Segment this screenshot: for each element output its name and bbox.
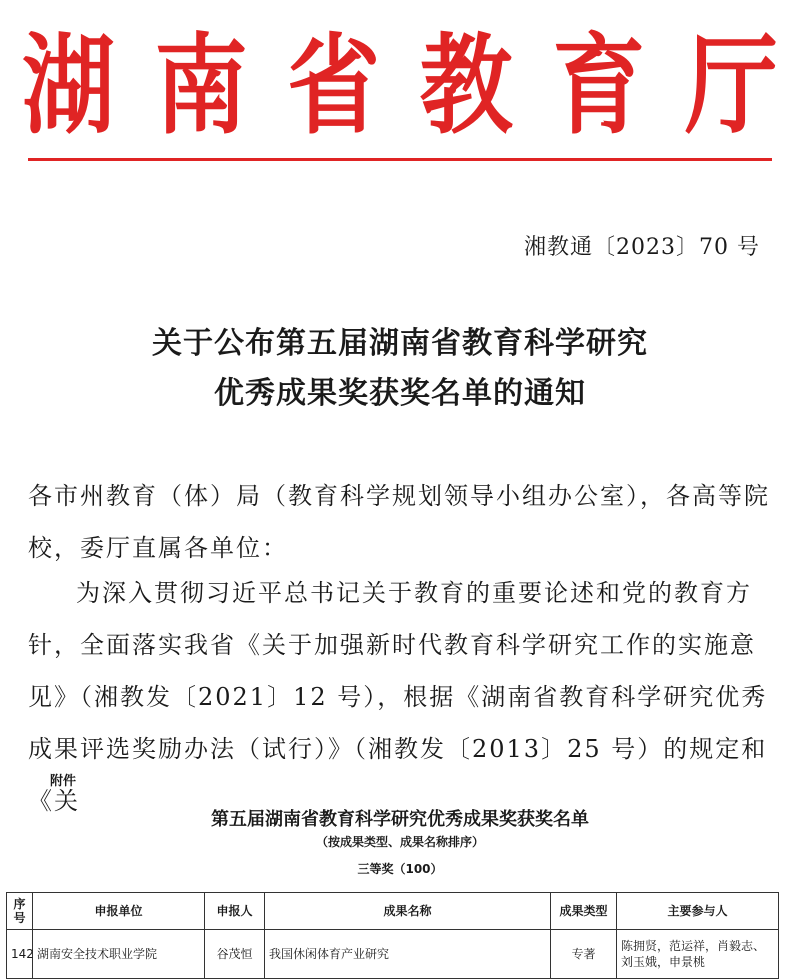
notice-title-line2: 优秀成果奖获奖名单的通知	[214, 376, 586, 411]
notice-title-line1: 关于公布第五届湖南省教育科学研究	[152, 326, 648, 361]
award-list-subtitle: （按成果类型、成果名称排序）	[315, 835, 484, 849]
cell-applicant: 谷茂恒	[205, 930, 265, 979]
masthead-char: 湖	[22, 23, 115, 149]
header-divider	[28, 158, 772, 161]
cell-unit: 湖南安全技术职业学院	[33, 930, 205, 979]
masthead-char: 教	[419, 23, 513, 149]
col-header-unit: 申报单位	[33, 893, 205, 930]
award-table	[6, 892, 779, 979]
attachment-label: 附件	[50, 774, 77, 789]
cell-no: 142	[7, 930, 33, 979]
col-header-name: 成果名称	[265, 893, 551, 930]
cell-name: 我国休闲体育产业研究	[265, 930, 551, 979]
masthead-char: 厅	[685, 23, 778, 149]
issuer-masthead	[22, 23, 778, 149]
masthead-char: 省	[287, 23, 381, 149]
prize-level-heading: 三等奖（100）	[357, 862, 443, 876]
masthead-char: 南	[154, 23, 248, 149]
col-header-participants: 主要参与人	[617, 893, 779, 930]
table-header-row	[7, 893, 779, 930]
notice-body	[28, 567, 772, 827]
cell-participants: 陈拥贤，范运祥，肖毅志、刘玉娥，申景桃	[617, 930, 779, 979]
col-header-no: 序号	[7, 893, 33, 930]
table-row	[7, 930, 779, 979]
col-header-applicant: 申报人	[205, 893, 265, 930]
notice-body-text: 为深入贯彻习近平总书记关于教育的重要论述和党的教育方针，全面落实我省《关于加强新时代教育科学研究工作的实施意见》（湘教发〔2021〕12 号），根据《湖南省教育科学研究优秀成果评选奖励办法（试行）》（湘教发〔2013〕25 号）的规定和《关	[28, 579, 768, 815]
masthead-char: 育	[552, 23, 646, 149]
document-number: 湘教通〔2023〕70 号	[524, 235, 760, 260]
award-list-title: 第五届湖南省教育科学研究优秀成果奖获奖名单	[211, 809, 589, 830]
cell-type: 专著	[551, 930, 617, 979]
col-header-type: 成果类型	[551, 893, 617, 930]
addressee: 各市州教育（体）局（教育科学规划领导小组办公室），各高等院校，委厅直属各单位：	[28, 482, 770, 562]
